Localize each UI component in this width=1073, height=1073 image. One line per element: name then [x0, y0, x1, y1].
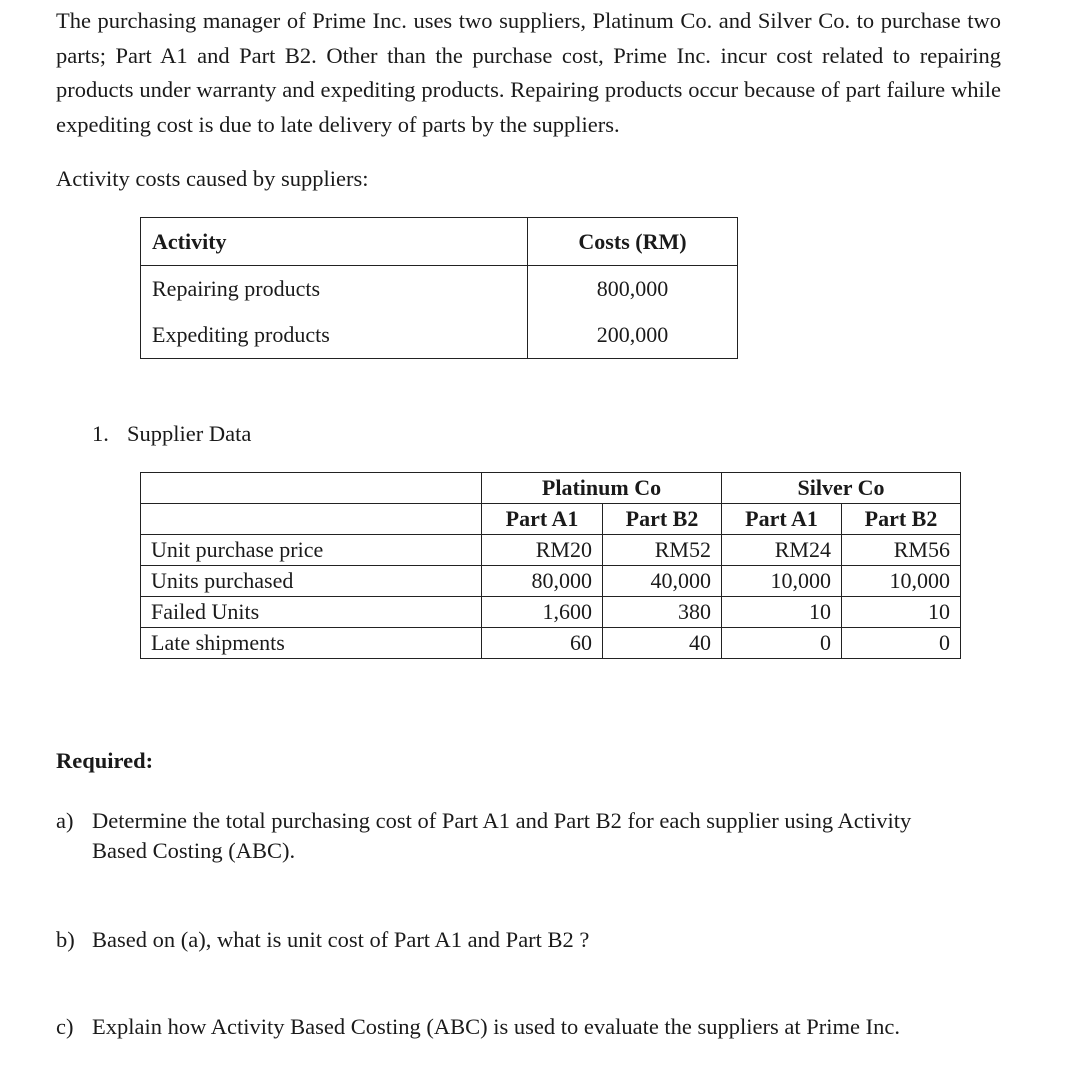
- table-row: [141, 628, 961, 659]
- value-cell: RM52: [603, 535, 722, 566]
- supplier-section-number: 1.: [92, 421, 109, 446]
- question-c-marker: c): [56, 1014, 74, 1039]
- activity-costs-heading: Activity costs caused by suppliers:: [56, 166, 369, 191]
- row-label: Unit purchase price: [141, 535, 482, 566]
- value-cell: RM24: [722, 535, 842, 566]
- question-c-text: Explain how Activity Based Costing (ABC) is used to evaluate the suppliers at Prime Inc.: [92, 1014, 901, 1039]
- value-cell: 80,000: [482, 566, 603, 597]
- row-label: Late shipments: [141, 628, 482, 659]
- question-a-line1: Determine the total purchasing cost of Part A1 and Part B2 for each supplier using Activity: [92, 808, 912, 833]
- table-header-row: [141, 218, 738, 266]
- value-cell: 10: [842, 597, 961, 628]
- supplier-silver-header: Silver Co: [722, 473, 961, 504]
- cost-cell: 200,000: [528, 312, 738, 359]
- table-row: [141, 535, 961, 566]
- table-row: [141, 566, 961, 597]
- part-header: Part A1: [722, 504, 842, 535]
- table-row: [141, 312, 738, 359]
- value-cell: 10,000: [842, 566, 961, 597]
- value-cell: 380: [603, 597, 722, 628]
- value-cell: RM56: [842, 535, 961, 566]
- blank-header-cell: [141, 504, 482, 535]
- value-cell: 10: [722, 597, 842, 628]
- intro-paragraph: The purchasing manager of Prime Inc. uses two suppliers, Platinum Co. and Silver Co. to purchase two parts; Part A1 and Part B2. Other than the purchase cost, Prime Inc. incur cost related to repairing products under warranty and expediting products. Repairing products occur because of part failure while expediting cost is due to late delivery of parts by the suppliers.: [56, 8, 1001, 137]
- blank-header-cell: [141, 473, 482, 504]
- part-header: Part B2: [842, 504, 961, 535]
- value-cell: 40,000: [603, 566, 722, 597]
- value-cell: 1,600: [482, 597, 603, 628]
- question-a-line2: Based Costing (ABC).: [92, 838, 296, 863]
- activity-cell: Repairing products: [141, 266, 528, 313]
- value-cell: 60: [482, 628, 603, 659]
- question-b-marker: b): [56, 927, 75, 952]
- value-cell: 0: [842, 628, 961, 659]
- header-costs: Costs (RM): [528, 218, 738, 266]
- value-cell: 0: [722, 628, 842, 659]
- part-header: Part B2: [603, 504, 722, 535]
- required-heading: Required:: [56, 748, 154, 773]
- activity-cell: Expediting products: [141, 312, 528, 359]
- value-cell: 40: [603, 628, 722, 659]
- value-cell: 10,000: [722, 566, 842, 597]
- value-cell: RM20: [482, 535, 603, 566]
- part-header-row: [141, 504, 961, 535]
- supplier-header-row: [141, 473, 961, 504]
- supplier-section-title: Supplier Data: [127, 421, 252, 446]
- header-activity: Activity: [141, 218, 528, 266]
- supplier-platinum-header: Platinum Co: [482, 473, 722, 504]
- part-header: Part A1: [482, 504, 603, 535]
- question-a-marker: a): [56, 808, 74, 833]
- activity-cost-table: [140, 217, 738, 359]
- row-label: Units purchased: [141, 566, 482, 597]
- table-row: [141, 266, 738, 313]
- supplier-data-table: [140, 472, 961, 659]
- cost-cell: 800,000: [528, 266, 738, 313]
- table-row: [141, 597, 961, 628]
- question-b-text: Based on (a), what is unit cost of Part A1 and Part B2 ?: [92, 927, 590, 952]
- row-label: Failed Units: [141, 597, 482, 628]
